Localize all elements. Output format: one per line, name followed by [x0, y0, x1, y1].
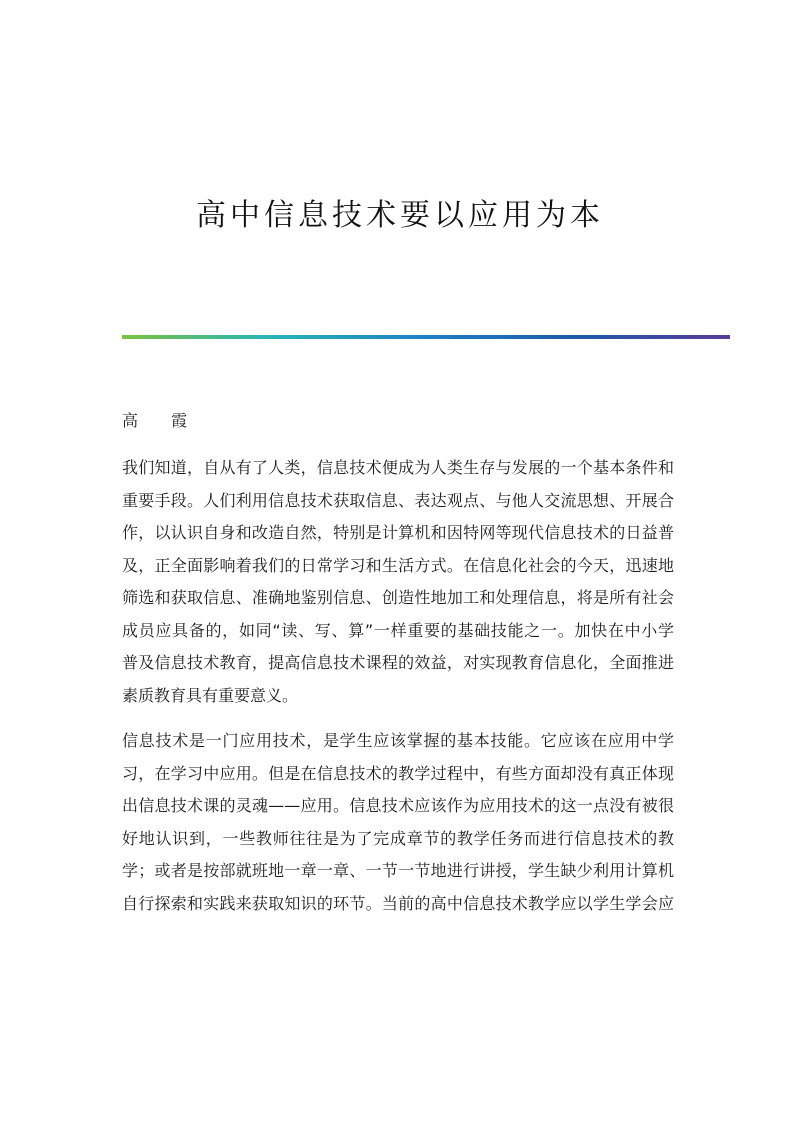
paragraph-line: 普及信息技术教育，提高信息技术课程的效益，对实现教育信息化，全面推进 — [122, 653, 674, 672]
paragraph-line: 学；或者是按部就班地一章一章、一节一节地进行讲授，学生缺少利用计算机 — [122, 861, 674, 880]
title-divider — [122, 335, 730, 339]
paragraph-line: 自行探索和实践来获取知识的环节。当前的高中信息技术教学应以学生学会应 — [122, 893, 674, 913]
author-name: 高 霞 — [122, 411, 202, 430]
paragraph-line: 我们知道，自从有了人类，信息技术便成为人类生存与发展的一个基本条件和 — [122, 458, 674, 477]
paragraph-1 — [122, 452, 674, 712]
paragraph-line: 素质教育具有重要意义。 — [122, 685, 299, 705]
document-body — [122, 452, 674, 933]
paragraph-line: 信息技术是一门应用技术，是学生应该掌握的基本技能。它应该在应用中学 — [122, 731, 674, 750]
paragraph-2 — [122, 725, 674, 920]
document-title: 高中信息技术要以应用为本 — [196, 198, 604, 233]
paragraph-line: 好地认识到，一些教师往往是为了完成章节的教学任务而进行信息技术的教 — [122, 828, 674, 848]
paragraph-line: 重要手段。人们利用信息技术获取信息、表达观点、与他人交流思想、开展合 — [122, 490, 674, 510]
paragraph-line: 习，在学习中应用。但是在信息技术的教学过程中，有些方面却没有真正体现 — [122, 763, 674, 783]
paragraph-line: 筛选和获取信息、准确地鉴别信息、创造性地加工和处理信息，将是所有社会 — [122, 588, 674, 607]
paragraph-line: 及，正全面影响着我们的日常学习和生活方式。在信息化社会的今天，迅速地 — [122, 555, 674, 575]
paragraph-line: 出信息技术课的灵魂——应用。信息技术应该作为应用技术的这一点没有被很 — [122, 796, 674, 815]
paragraph-line: 作，以认识自身和改造自然，特别是计算机和因特网等现代信息技术的日益普 — [122, 523, 674, 542]
paragraph-line: 成员应具备的，如同“读、写、算”一样重要的基础技能之一。加快在中小学 — [122, 620, 674, 640]
